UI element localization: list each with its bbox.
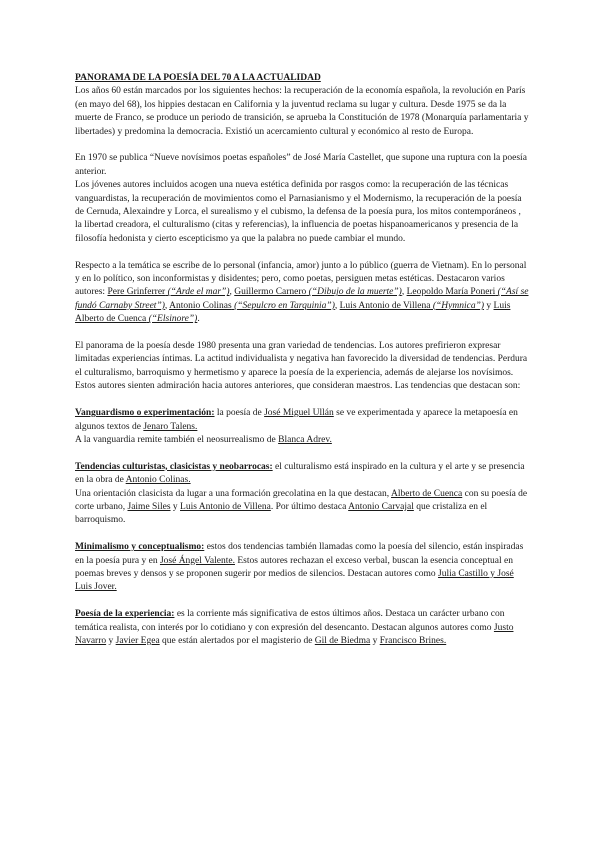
section-heading-vanguardismo: Vanguardismo o experimentación:	[75, 408, 215, 419]
author-link[interactable]: Jaime Siles	[127, 501, 171, 512]
author-link[interactable]: Luis Antonio de Villena	[180, 501, 271, 512]
author-link[interactable]: Gil de Biedma	[314, 635, 371, 646]
section-experiencia	[75, 608, 530, 648]
author-link[interactable]: Leopoldo María Poneri	[406, 287, 496, 298]
body-text: y	[170, 501, 181, 512]
author-link[interactable]: Blanca Adrev.	[278, 434, 332, 445]
paragraph-gap	[75, 139, 530, 152]
body-text: y	[106, 635, 116, 646]
body-text: el culturalismo está inspirado en la cultura y el arte y se presencia en la obra de	[75, 461, 525, 486]
author-link[interactable]: Julia Castillo y José Luis Jover.	[75, 568, 514, 593]
author-link[interactable]: Francisco Brines.	[379, 635, 447, 646]
paragraph-panorama-1980: El panorama de la poesía desde 1980 presenta una gran variedad de tendencias. Los autores prefirieron expresar limitadas experiencias íntimas. La actitud individualista y negativa han favorecido la diversidad de tendencias. Perdura el culturalismo, barroquismo y hermetismo y aparece la poesía de la experiencia, además de alejarse los novísimos. Estos autores sienten admiración hacia autores anteriores, que consideran maestros. Las tendencias que destacan son:	[75, 341, 528, 392]
author-link[interactable]: Guillermo Carnero	[234, 287, 307, 298]
work-title: (“Sepulcro en Tarquinia”)	[231, 300, 335, 311]
author-link[interactable]: Pere Grinferrer	[107, 287, 166, 298]
section-heading-experiencia: Poesía de la experiencia:	[75, 609, 175, 620]
section-culturalistas-clasicismo	[75, 488, 530, 528]
separator-text: ,	[229, 287, 235, 298]
paragraph-novisimos-publication: En 1970 se publica “Nueve novísimos poetas españoles” de José María Castellet, que supone una ruptura con la poesía anterior.	[75, 153, 527, 177]
section-heading-minimalismo: Minimalismo y conceptualismo:	[75, 542, 205, 553]
author-link[interactable]: Antonio Colinas	[169, 300, 232, 311]
body-text: . Por último destaca	[270, 501, 349, 512]
author-link[interactable]: Antonio Carvajal	[348, 501, 414, 512]
body-text: Estos autores rechazan el exceso verbal, buscan la esencia conceptual en poemas breves y densos y se proponen sugerir por medios de silencios. Destacan autores como	[75, 555, 513, 579]
body-text: A la vanguardia remite también el neosurrealismo de	[75, 434, 279, 445]
section-minimalismo	[75, 541, 530, 595]
separator-text: ,	[164, 300, 170, 311]
paragraph-gap	[75, 595, 530, 608]
author-link[interactable]: Javier Egea	[115, 635, 160, 646]
themes-intro-text: Respecto a la temática se escribe de lo personal (infancia, amor) junto a lo público (guerra de Vietnam). En lo personal y en lo político, son inconformistas y disidentes; pero, como poetas, persiguen metas estéticas. Destacaron varios autores:	[75, 260, 527, 298]
author-link[interactable]: Antonio Colinas.	[125, 475, 191, 486]
author-link[interactable]: Jenaro Talens.	[143, 421, 198, 432]
body-text: la poesía de	[214, 408, 265, 419]
paragraph-gap	[75, 528, 530, 541]
paragraph-gap	[75, 447, 530, 460]
separator-text: ,	[334, 300, 340, 311]
author-link[interactable]: Luis Antonio de Villena	[339, 300, 431, 311]
author-link[interactable]: Justo Navarro	[75, 622, 514, 646]
body-text: que están alertados por el magisterio de	[159, 635, 315, 646]
body-text: es la corriente más significativa de estos últimos años. Destaca un carácter urbano con temática realista, con interés por lo cotidiano y con expresión del desencanto. Destacan algunos autores como	[75, 609, 505, 633]
end-text: .	[197, 314, 200, 325]
author-link[interactable]: José Ángel Valente.	[159, 555, 235, 566]
paragraph-gap	[75, 394, 530, 407]
work-title: (“Dibujo de la muerte”)	[306, 287, 402, 298]
author-link[interactable]: José Miguel Ullán	[264, 408, 334, 419]
body-text: que cristaliza en el barroquismo.	[75, 501, 488, 526]
work-title: (“Elsinore”)	[146, 314, 198, 325]
section-heading-culturalistas: Tendencias culturistas, clasicistas y neobarrocas:	[75, 461, 273, 472]
work-title: (“Hymnica”)	[430, 300, 485, 311]
body-text: con su poesía de corte urbano,	[75, 488, 528, 512]
section-vanguardismo-neosurrealism	[75, 434, 530, 447]
section-culturalistas	[75, 461, 530, 488]
author-link[interactable]: Alberto de Cuenca	[391, 488, 463, 499]
author-link[interactable]: Luis Alberto de Cuenca	[75, 300, 511, 325]
separator-text: y	[484, 300, 494, 311]
paragraph-novisimos-aesthetics: Los jóvenes autores incluidos acogen una nueva estética definida por rasgos como: la recuperación de las técnicas vanguardistas, la recuperación de movimientos como el Parnasianismo y el Modernismo, la recuperación de la poesía de Cernuda, Alexaindre y Lorca, el surealismo y el cubismo, la defensa de la poesía pura, los mitos contemporáneos , la libertad creadora, el culturalismo (citas y referencias), la influencia de poetas hispanoamericanos y presencia de la filosofía hedonista y cierto escepticismo ya que la palabra no puede cambiar el mundo.	[75, 180, 522, 244]
body-text: estos dos tendencias también llamadas como la poesía del silencio, están inspiradas en la poesía pura y en	[75, 542, 524, 566]
document-title: PANORAMA DE LA POESÍA DEL 70 A LA ACTUALIDAD	[75, 73, 321, 83]
work-title: (“Así se fundó Carnaby Street”)	[75, 287, 529, 311]
paragraph-context: Los años 60 están marcados por los siguientes hechos: la recuperación de la economía española, la revolución en París (en mayo del 68), los hippies destacan en California y la juventud reclama su lugar y cultura. Desde 1975 se da la muerte de Franco, se produce un periodo de transición, se aprueba la Constitución de 1978 (Monarquía parlamentaria y libertades) y predomina la democracia. Existió un acercamiento cultural y económico al resto de Europa.	[75, 86, 529, 137]
separator-text: ,	[401, 287, 407, 298]
body-text: se ve experimentada y aparece la metapoesía en algunos textos de	[75, 408, 518, 432]
section-vanguardismo	[75, 407, 530, 434]
paragraph-gap	[75, 327, 530, 340]
body-text: y	[370, 635, 380, 646]
paragraph-gap	[75, 246, 530, 259]
work-title: (“Arde el mar”)	[165, 287, 230, 298]
paragraph-themes-authors	[75, 260, 530, 327]
body-text: Una orientación clasicista da lugar a una formación grecolatina en la que destacan,	[75, 488, 392, 499]
